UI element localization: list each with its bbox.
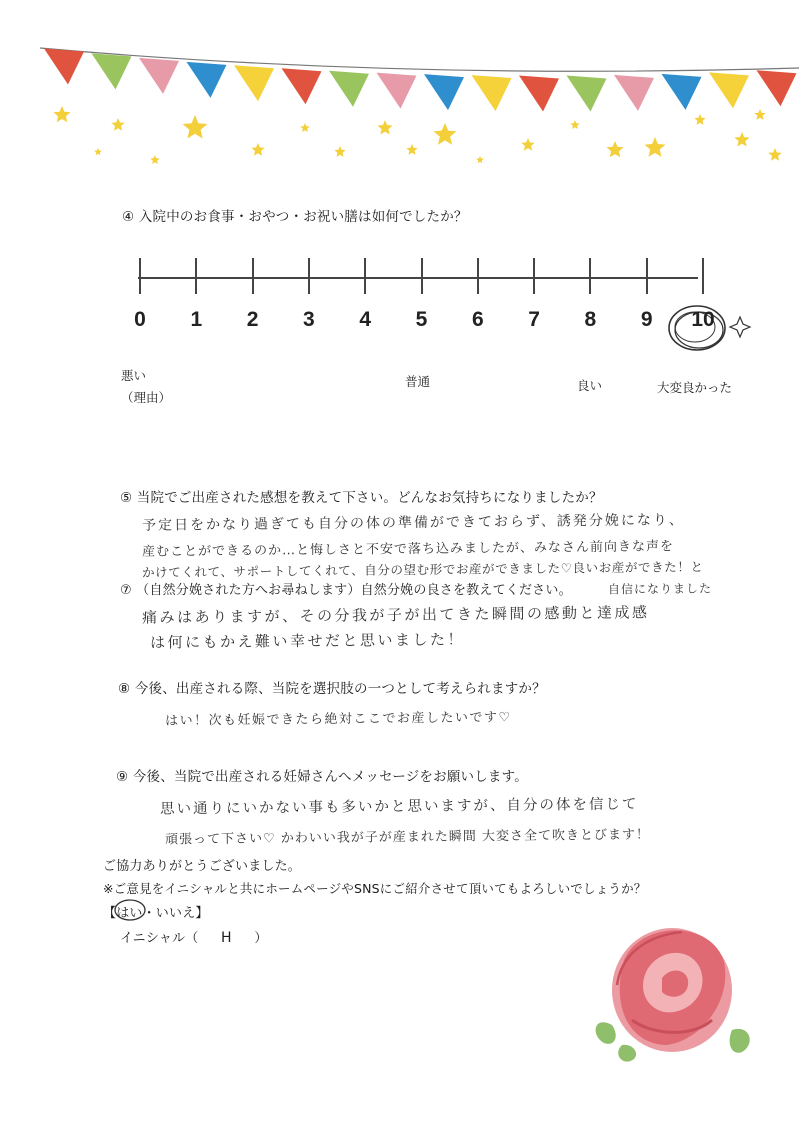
star-icon bbox=[334, 146, 345, 157]
scale-tick-10 bbox=[702, 258, 704, 294]
bunting-flag bbox=[662, 74, 702, 110]
bunting-flag bbox=[472, 75, 512, 111]
star-icon bbox=[694, 114, 705, 125]
bunting-flag bbox=[709, 72, 749, 108]
bunting-flag bbox=[519, 76, 559, 112]
bunting-flag bbox=[139, 58, 179, 94]
scale-tick-8 bbox=[589, 258, 591, 294]
scale-tick-0 bbox=[139, 258, 141, 294]
star-icon bbox=[754, 109, 765, 120]
q7-answer-line-1: 痛みはありますが、その分我が子が出てきた瞬間の感動と達成感 bbox=[141, 603, 650, 627]
sparkle-icon bbox=[730, 317, 750, 337]
bunting-flag bbox=[92, 53, 132, 89]
bunting-flag bbox=[424, 74, 464, 110]
q8-question: ⑧ 今後、出産される際、当院を選択肢の一つとして考えられますか？ bbox=[118, 681, 546, 697]
scale-number-3: 3 bbox=[303, 308, 315, 331]
thanks-text: ご協力ありがとうございました。 bbox=[103, 859, 302, 874]
q7-answer-line-2: は何にもかえ難い幸せだと思いました！ bbox=[149, 630, 466, 652]
scale-tick-5 bbox=[421, 258, 423, 294]
bunting-flag bbox=[282, 68, 322, 104]
star-icon bbox=[734, 132, 749, 147]
star-icon bbox=[377, 120, 392, 135]
rose-leaf-right-icon bbox=[730, 1029, 750, 1053]
bunting-flag bbox=[187, 62, 227, 98]
q9-answer-line-1: 思い通りにいかない事も多いかと思いますが、自分の体を信じて bbox=[159, 796, 639, 818]
scale-number-4: 4 bbox=[359, 308, 372, 331]
initial-close: ） bbox=[254, 931, 268, 946]
scale-tick-4 bbox=[364, 258, 366, 294]
scale-number-9: 9 bbox=[640, 308, 653, 331]
rating-scale-line bbox=[138, 277, 698, 279]
star-icon bbox=[768, 148, 781, 161]
label-bad: 悪い bbox=[121, 368, 147, 383]
bunting-flag bbox=[44, 48, 84, 84]
bunting-flag bbox=[614, 75, 654, 111]
stars-decoration bbox=[53, 106, 781, 164]
scale-number-8: 8 bbox=[584, 308, 597, 331]
scale-number-0: 0 bbox=[134, 308, 146, 331]
star-icon bbox=[150, 155, 160, 164]
star-icon bbox=[434, 123, 457, 145]
consent-options: 【はい・いいえ】 bbox=[103, 906, 209, 921]
q5-question: ⑤ 当院でご出産された感想を教えて下さい。どんなお気持ちになりましたか？ bbox=[120, 490, 603, 506]
q9-answer-line-2: 頑張って下さい♡ かわいい我が子が産まれた瞬間 大変さ全て吹きとびます！ bbox=[164, 827, 651, 848]
q7-question: ⑦ （自然分娩された方へお尋ねします）自然分娩の良さを教えてください。 bbox=[120, 583, 572, 598]
initial-label bbox=[120, 927, 268, 946]
bunting-flag bbox=[567, 75, 607, 111]
star-icon bbox=[183, 115, 208, 139]
star-icon bbox=[111, 118, 124, 131]
scale-number-5: 5 bbox=[415, 308, 428, 331]
initial-label-text: イニシャル（ bbox=[120, 931, 199, 946]
scale-tick-2 bbox=[252, 258, 254, 294]
label-good: 良い bbox=[577, 378, 603, 393]
bunting-flag bbox=[234, 65, 274, 101]
scale-tick-3 bbox=[308, 258, 310, 294]
q5-answer-line-1: 予定日をかなり過ぎても自分の体の準備ができておらず、誘発分娩になり、 bbox=[141, 512, 685, 534]
star-icon bbox=[94, 148, 102, 155]
q5-answer-line-3: かけてくれて、サポートしてくれて、自分の望む形でお産ができました♡良いお産ができた！と bbox=[141, 559, 704, 580]
bunting-flags bbox=[44, 48, 797, 111]
initial-value: H bbox=[221, 930, 232, 946]
star-icon bbox=[476, 156, 484, 163]
star-icon bbox=[570, 120, 580, 129]
consent-question: ※ご意見をイニシャルと共にホームページやSNSにご紹介させて頂いてもよろしいでしょうか？ bbox=[103, 881, 647, 896]
label-very-good: 大変良かった bbox=[657, 380, 733, 395]
label-reason: （理由） bbox=[121, 390, 172, 405]
scale-tick-9 bbox=[646, 258, 648, 294]
q8-answer: はい！次も妊娠できたら絶対ここでお産したいです♡ bbox=[164, 710, 512, 729]
q4-question: ④ 入院中のお食事・おやつ・お祝い膳は如何でしたか？ bbox=[122, 209, 468, 225]
scale-tick-6 bbox=[477, 258, 479, 294]
star-icon bbox=[406, 144, 417, 155]
label-normal: 普通 bbox=[405, 374, 431, 389]
q5-answer-line-2: 産むことができるのか…と悔しさと不安で落ち込みましたが、みなさん前向きな声を bbox=[141, 539, 675, 560]
scale-number-1: 1 bbox=[190, 308, 203, 331]
scale-number-7: 7 bbox=[528, 308, 540, 331]
bunting-flag bbox=[329, 71, 369, 107]
star-icon bbox=[645, 137, 666, 157]
star-icon bbox=[521, 138, 534, 151]
star-icon bbox=[53, 106, 70, 122]
rose-icon bbox=[612, 928, 732, 1052]
scale-tick-7 bbox=[533, 258, 535, 294]
star-icon bbox=[251, 143, 264, 156]
scale-number-6: 6 bbox=[471, 308, 484, 331]
scale-number-10: 10 bbox=[691, 308, 715, 331]
q5-answer-tail: 自信になりました bbox=[607, 581, 713, 597]
scale-number-2: 2 bbox=[246, 308, 259, 331]
star-icon bbox=[606, 141, 623, 157]
q9-question: ⑨ 今後、当院で出産される妊婦さんへメッセージをお願いします。 bbox=[116, 769, 528, 785]
bunting-flag bbox=[757, 70, 797, 106]
scale-tick-1 bbox=[195, 258, 197, 294]
bunting-flag bbox=[377, 73, 417, 109]
star-icon bbox=[300, 123, 310, 132]
